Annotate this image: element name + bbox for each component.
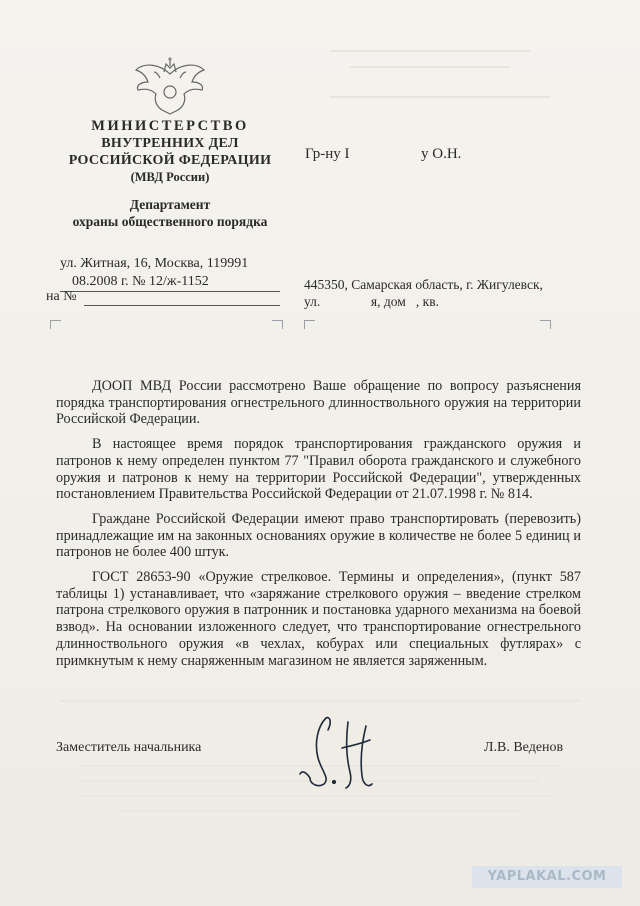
corner-bracket bbox=[50, 320, 61, 329]
ministry-block bbox=[40, 118, 300, 186]
paragraph-4: ГОСТ 28653-90 «Оружие стрелковое. Термины и определения», (пункт 587 таблицы 1) устанавливает, что «заряжание стрелкового оружия – введение стрелком патрона стрелкового оружия в патронник и постановка ударного механизма на боевой взвод». На основании изложенного следует, что транспортирование огнестрельного длинноствольного оружия «в чехлах, кобурах или специальных футлярах» с примкнутым к нему снаряженным магазином не является заряженным. bbox=[56, 569, 581, 669]
recipient-address-line1: 445350, Самарская область, г. Жигулевск, bbox=[304, 277, 543, 292]
corner-bracket bbox=[272, 320, 283, 329]
recipient-name bbox=[305, 146, 461, 163]
date-number: 08.2008 г. № 12/ж-1152 bbox=[72, 274, 209, 289]
ministry-abbrev: (МВД России) bbox=[130, 170, 210, 184]
recipient-name-suffix: у О.Н. bbox=[421, 146, 462, 162]
reference-label: на № bbox=[46, 289, 77, 304]
paragraph-2: В настоящее время порядок транспортирования гражданского оружия и патронов к нему определен пунктом 77 "Правил оборота гражданского и служебного оружия и патронов к нему на территории Российской Федерации", утвержденных постановлением Правительства Российской Федерации от 21.07.1998 г. № 814. bbox=[56, 436, 581, 503]
handwritten-signature bbox=[296, 712, 380, 794]
sender-address: ул. Житная, 16, Москва, 119991 bbox=[60, 256, 249, 271]
paragraph-1: ДООП МВД России рассмотрено Ваше обращение по вопросу разъяснения порядка транспортирования огнестрельного длинноствольного оружия на территории Российской Федерации. bbox=[56, 378, 581, 428]
eagle-emblem-icon bbox=[130, 56, 210, 118]
department-block bbox=[40, 196, 300, 230]
ministry-name: МИНИСТЕРСТВО bbox=[91, 118, 249, 134]
recipient-name-prefix: Гр-ну I bbox=[305, 146, 350, 162]
corner-bracket bbox=[304, 320, 315, 329]
date-underline bbox=[60, 291, 280, 292]
department-label: Департамент bbox=[129, 197, 211, 212]
signatory-title: Заместитель начальника bbox=[56, 740, 202, 755]
recipient-address-line2: ул. я, дом , кв. bbox=[304, 294, 439, 309]
paragraph-3: Граждане Российской Федерации имеют право транспортировать (перевозить) принадлежащие им на законных основаниях оружие в количестве не более 5 единиц и патронов не более 400 штук. bbox=[56, 510, 581, 561]
signatory-name: Л.В. Веденов bbox=[484, 740, 564, 755]
department-name: охраны общественного порядка bbox=[72, 214, 268, 229]
site-watermark: YAPLAKAL.COM bbox=[472, 866, 622, 888]
reference-underline bbox=[84, 305, 280, 306]
ministry-name-line3: РОССИЙСКОЙ ФЕДЕРАЦИИ bbox=[68, 153, 272, 168]
ministry-name-line2: ВНУТРЕННИХ ДЕЛ bbox=[101, 136, 239, 151]
letter-body bbox=[56, 378, 581, 677]
sender-address-block bbox=[60, 255, 300, 291]
recipient-address bbox=[304, 276, 543, 310]
corner-bracket bbox=[540, 320, 551, 329]
